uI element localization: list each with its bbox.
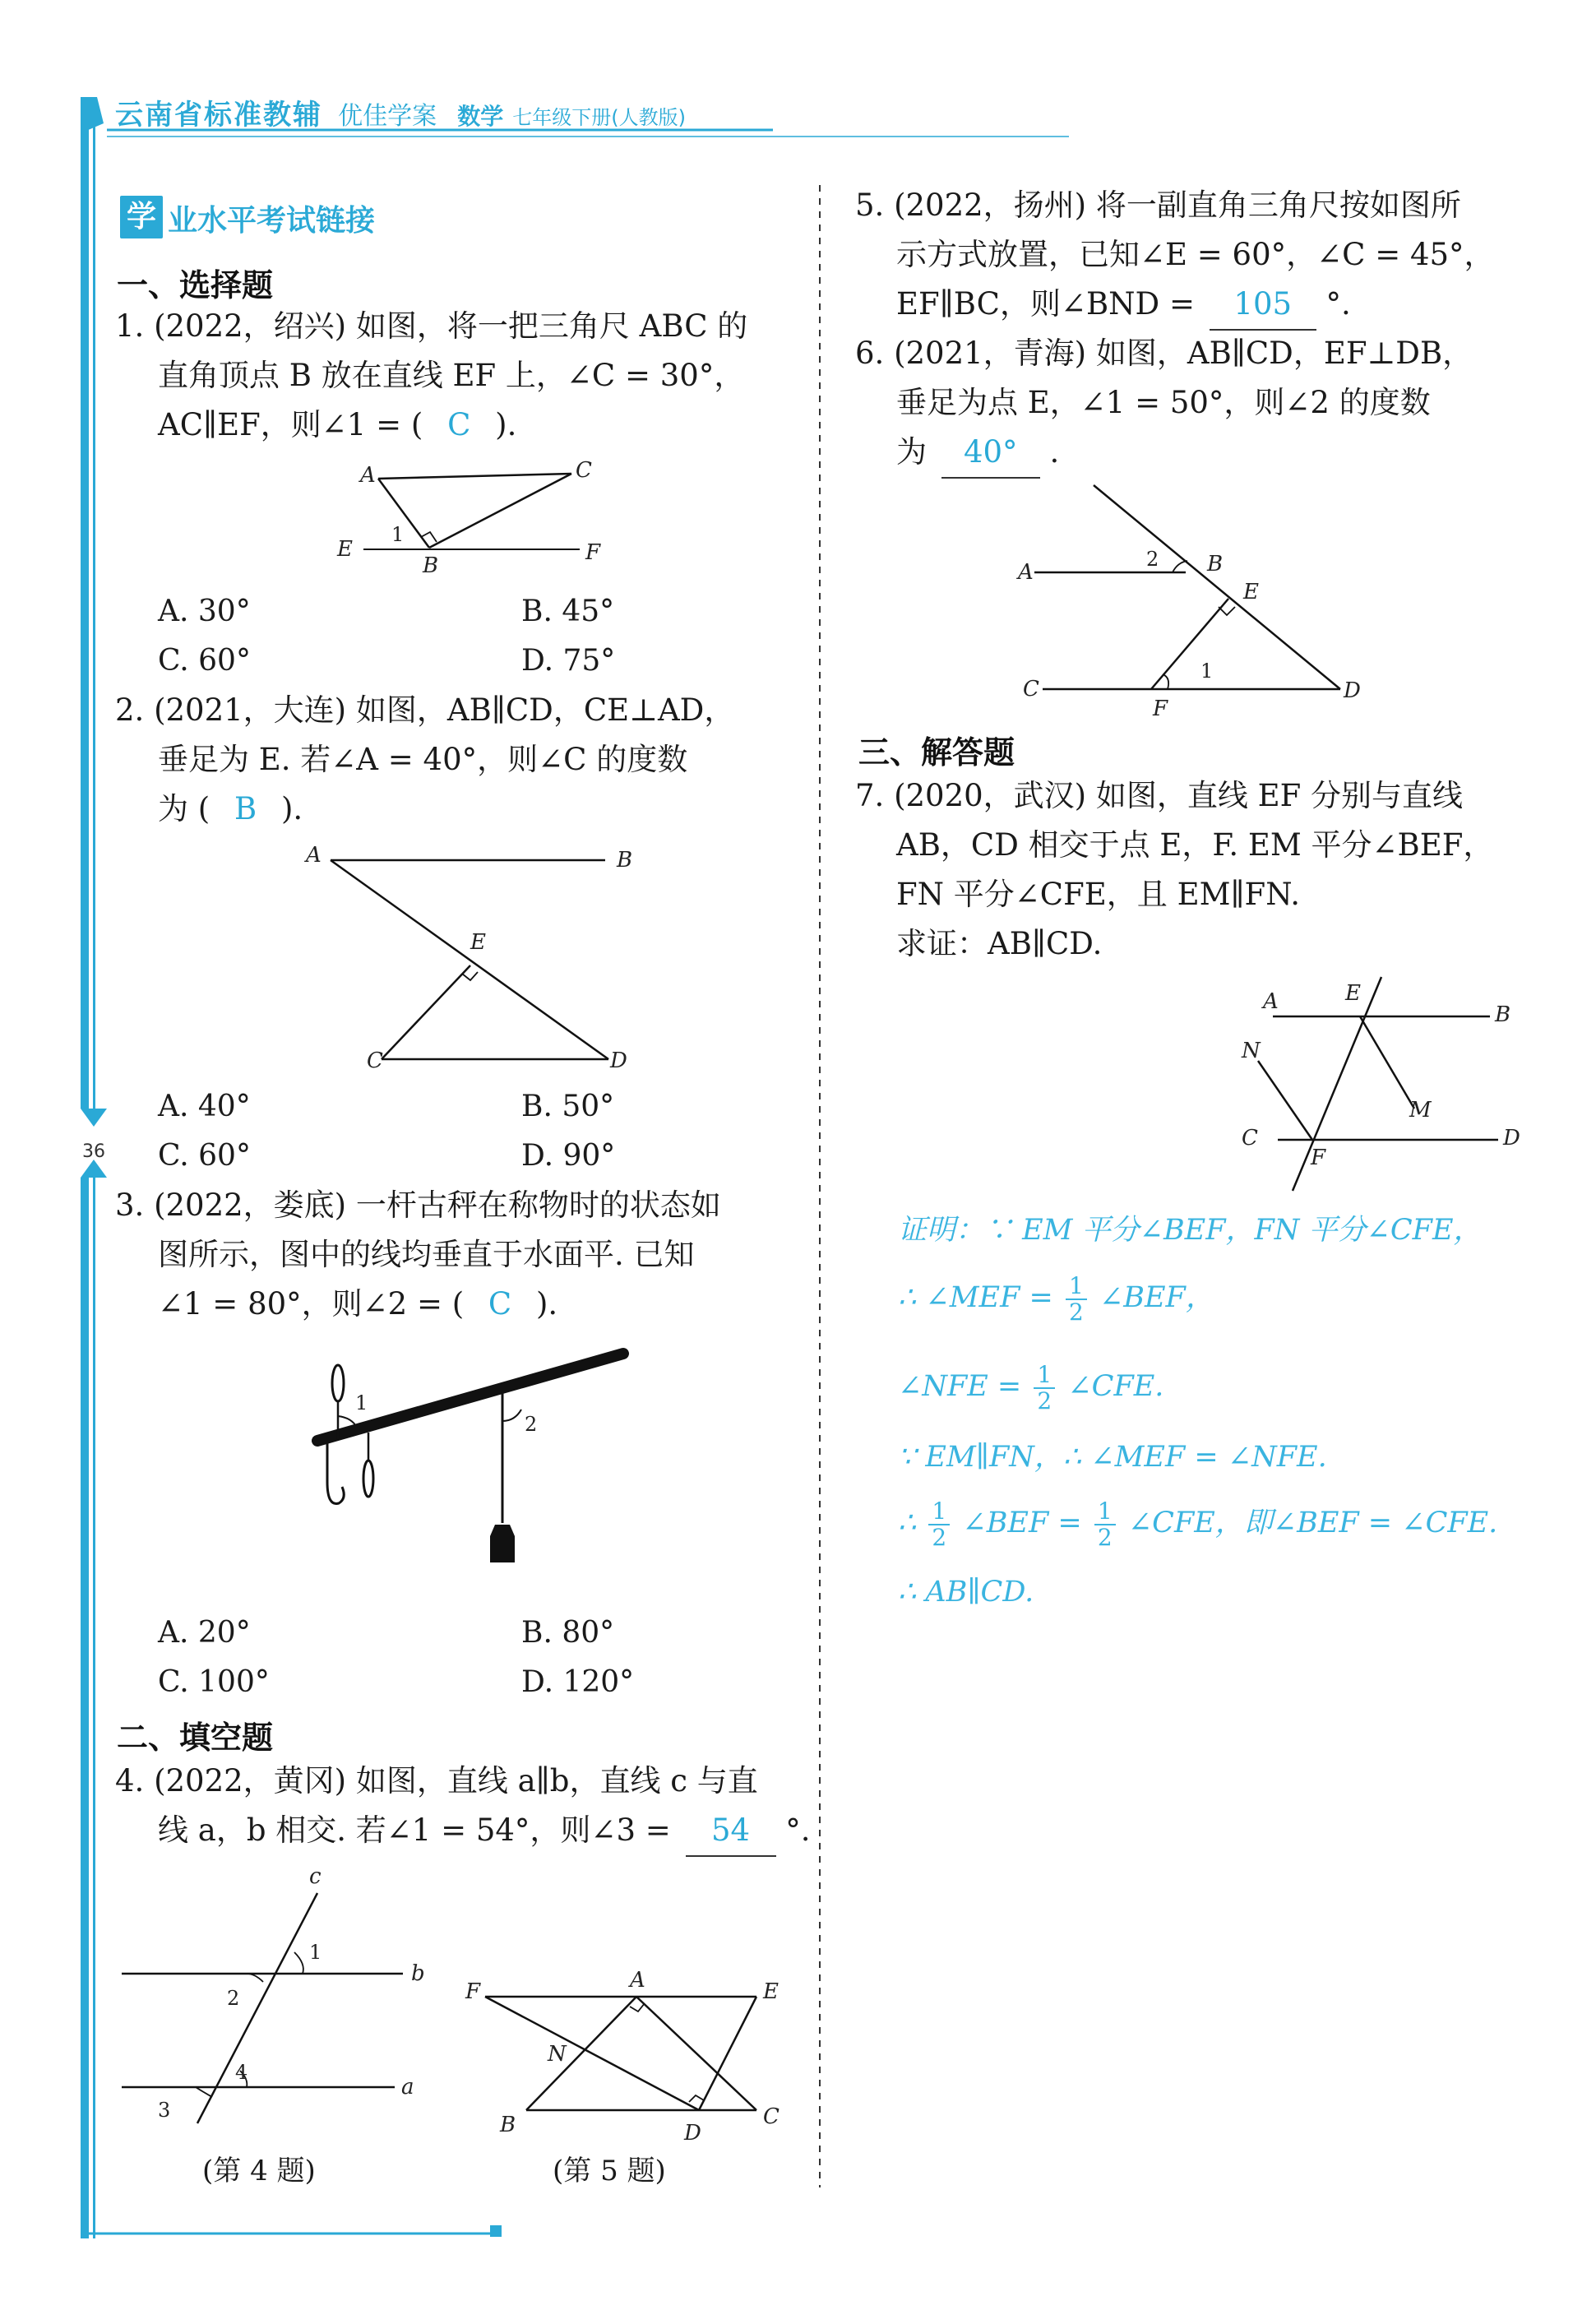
q7-label-e: E [1345, 981, 1361, 1006]
q1-option-c: C. 60° [158, 644, 251, 678]
q1-figure [329, 457, 658, 581]
q1-option-a: A. 30° [158, 595, 251, 628]
q7-line4: 求证：AB∥CD. [896, 926, 1103, 961]
q2-answer: B [234, 791, 257, 826]
q7-label-n: N [1242, 1039, 1261, 1063]
proof-line6: ∴ AB∥CD. [898, 1576, 1034, 1609]
q7-line1: 7. (2020，武汉) 如图，直线 EF 分别与直线 [855, 778, 1464, 813]
proof-line2-post: ∠BEF， [1099, 1281, 1214, 1314]
fraction-numerator: 1 [1066, 1274, 1087, 1300]
q5-answer-blank: 105 [1210, 280, 1316, 331]
fraction-denominator: 2 [1037, 1386, 1052, 1414]
q3-line2: 图所示，图中的线均垂直于水面平. 已知 [158, 1237, 695, 1272]
q2-line3 [158, 785, 303, 834]
q2-label-c: C [367, 1049, 383, 1073]
q2-figure [296, 836, 674, 1074]
fraction-half [1034, 1360, 1055, 1414]
q6-label-c: C [1023, 677, 1039, 701]
page-number: 36 [82, 1141, 105, 1162]
q1-label-1: 1 [391, 523, 405, 546]
q5-line3-end: °. [1325, 286, 1351, 322]
section-badge: 学 [120, 196, 163, 238]
q5-line2: 示方式放置，已知∠E = 60°，∠C = 45°， [896, 237, 1495, 272]
q1-line2: 直角顶点 B 放在直线 EF 上，∠C = 30°， [158, 358, 745, 393]
q7-label-a: A [1263, 989, 1279, 1014]
q7-line3: FN 平分∠CFE，且 EM∥FN. [896, 877, 1300, 912]
proof-line1: 证明：∵ EM 平分∠BEF，FN 平分∠CFE， [898, 1214, 1483, 1247]
q1-label-b: B [423, 553, 439, 578]
q1-label-a: A [360, 463, 376, 488]
fraction-half [1094, 1499, 1116, 1550]
q3-line3 [158, 1280, 557, 1329]
q2-option-c: C. 60° [158, 1139, 251, 1173]
q4-line1: 4. (2022，黄冈) 如图，直线 a∥b，直线 c 与直 [115, 1763, 758, 1798]
q4-label-c: c [309, 1864, 322, 1889]
q4-caption: (第 4 题) [202, 2155, 316, 2187]
q7-line2: AB，CD 相交于点 E，F. EM 平分∠BEF， [896, 827, 1494, 863]
part-fill-title: 二、填空题 [117, 1720, 274, 1756]
q5-label-a: A [630, 1968, 645, 1993]
q6-line3-end: . [1049, 434, 1060, 470]
q1-option-d: D. 75° [521, 644, 616, 678]
q4-line2-text: 线 a，b 相交. 若∠1 = 54°，则∠3 = [158, 1812, 671, 1848]
q3-option-c: C. 100° [158, 1665, 270, 1699]
q4-figure [115, 1862, 460, 2125]
q6-line3-text: 为 [896, 434, 927, 470]
q4-answer-blank: 54 [686, 1806, 776, 1857]
q2-option-b: B. 50° [521, 1090, 615, 1123]
q2-label-d: D [610, 1049, 627, 1073]
q3-answer: C [488, 1286, 512, 1322]
q1-label-e: E [337, 537, 353, 562]
q6-label-f: F [1153, 697, 1168, 721]
q6-line3 [896, 428, 1059, 479]
q2-line3-text: 为 ( [158, 791, 210, 826]
header [115, 92, 687, 132]
q4-label-2: 2 [227, 1987, 240, 2010]
fraction-numerator: 1 [1034, 1363, 1055, 1389]
q7-label-f: F [1311, 1146, 1326, 1170]
q4-line2 [158, 1806, 811, 1857]
q7-label-c: C [1242, 1126, 1258, 1150]
proof-line5-post: ∠CFE，即∠BEF = ∠CFE. [1127, 1507, 1498, 1539]
fraction-half [928, 1499, 950, 1550]
q5-caption: (第 5 题) [553, 2155, 666, 2187]
q3-line3-end: ). [536, 1286, 558, 1322]
fraction-denominator: 2 [932, 1523, 947, 1551]
q7-label-d: D [1503, 1126, 1520, 1150]
q3-option-d: D. 120° [521, 1665, 635, 1699]
q4-label-4: 4 [235, 2061, 248, 2084]
q4-line2-end: °. [785, 1812, 811, 1848]
proof-line3-post: ∠CFE. [1067, 1370, 1164, 1403]
q2-label-b: B [617, 848, 633, 873]
proof-line2-pre: ∴ ∠MEF = [898, 1281, 1053, 1314]
header-grade: 七年级下册(人教版) [512, 106, 687, 129]
q6-label-1: 1 [1200, 660, 1214, 683]
q2-label-a: A [306, 843, 322, 868]
q3-label-2: 2 [525, 1413, 538, 1436]
q7-label-b: B [1495, 1002, 1511, 1027]
q5-line1: 5. (2022，扬州) 将一副直角三角尺按如图所 [855, 187, 1461, 223]
q6-figure [1011, 484, 1390, 730]
q5-line3-text: EF∥BC，则∠BND = [896, 286, 1195, 322]
q3-label-1: 1 [355, 1391, 368, 1414]
section-title: 业水平考试链接 [168, 204, 376, 238]
header-series: 云南省标准教辅 [115, 99, 322, 132]
proof-line3-pre: ∠NFE = [898, 1370, 1022, 1403]
q1-label-f: F [585, 540, 601, 565]
q6-line1: 6. (2021，青海) 如图，AB∥CD，EF⊥DB， [855, 336, 1473, 371]
q2-option-a: A. 40° [158, 1090, 251, 1123]
fraction-numerator: 1 [928, 1499, 950, 1525]
proof-line4: ∵ EM∥FN，∴ ∠MEF = ∠NFE. [898, 1441, 1327, 1474]
q2-option-d: D. 90° [521, 1139, 616, 1173]
header-subject: 数学 [457, 103, 504, 130]
q1-answer: C [447, 407, 471, 442]
q1-line1: 1. (2022，绍兴) 如图，将一把三角尺 ABC 的 [115, 308, 748, 344]
q4-label-3: 3 [158, 2099, 171, 2122]
q1-line3-text: AC∥EF，则∠1 = ( [158, 407, 423, 442]
q6-line2: 垂足为点 E，∠1 = 50°，则∠2 的度数 [896, 385, 1431, 420]
proof-line5-pre: ∴ [898, 1507, 917, 1539]
header-book: 优佳学案 [338, 102, 437, 131]
q6-label-a: A [1018, 560, 1034, 585]
part-choice-title: 一、选择题 [117, 267, 274, 303]
q3-line1: 3. (2022，娄底) 一杆古秤在称物时的状态如 [115, 1187, 721, 1223]
q7-figure [1233, 970, 1546, 1192]
q5-label-n: N [548, 2042, 567, 2067]
q5-label-f: F [465, 1979, 481, 2004]
q5-label-d: D [684, 2121, 701, 2146]
q1-line3-end: ). [495, 407, 517, 442]
q4-label-1: 1 [309, 1941, 322, 1964]
part-solve-title: 三、解答题 [858, 734, 1015, 771]
q4-label-a: a [401, 2075, 414, 2099]
q5-label-c: C [763, 2104, 779, 2129]
q2-line2: 垂足为 E. 若∠A = 40°，则∠C 的度数 [158, 742, 688, 777]
proof-line3 [898, 1362, 1163, 1414]
q4-label-b: b [411, 1961, 425, 1986]
fraction-denominator: 2 [1097, 1523, 1113, 1551]
q5-label-b: B [500, 2113, 516, 2137]
fraction-numerator: 1 [1094, 1499, 1116, 1525]
q1-option-b: B. 45° [521, 595, 615, 628]
q5-line3 [896, 280, 1351, 331]
q3-option-b: B. 80° [521, 1616, 615, 1650]
q3-option-a: A. 20° [158, 1616, 251, 1650]
q1-label-c: C [576, 458, 592, 483]
q3-line3-text: ∠1 = 80°，则∠2 = ( [158, 1286, 465, 1322]
q6-label-d: D [1344, 678, 1361, 703]
q6-label-2: 2 [1146, 548, 1159, 571]
proof-line5 [898, 1498, 1497, 1550]
q6-label-b: B [1207, 552, 1224, 576]
proof-line2 [898, 1273, 1214, 1325]
q6-answer-blank: 40° [941, 428, 1040, 479]
q2-label-e: E [470, 930, 486, 955]
q3-figure [309, 1342, 655, 1589]
q5-label-e: E [763, 1979, 779, 2004]
q7-label-m: M [1409, 1098, 1432, 1123]
proof-line5-mid: ∠BEF = [962, 1507, 1082, 1539]
fraction-half [1066, 1271, 1087, 1326]
q6-label-e: E [1243, 580, 1259, 604]
q1-line3 [158, 400, 516, 450]
q2-line1: 2. (2021，大连) 如图，AB∥CD，CE⊥AD， [115, 692, 735, 728]
q2-line3-end: ). [280, 791, 303, 826]
fraction-denominator: 2 [1068, 1298, 1084, 1326]
